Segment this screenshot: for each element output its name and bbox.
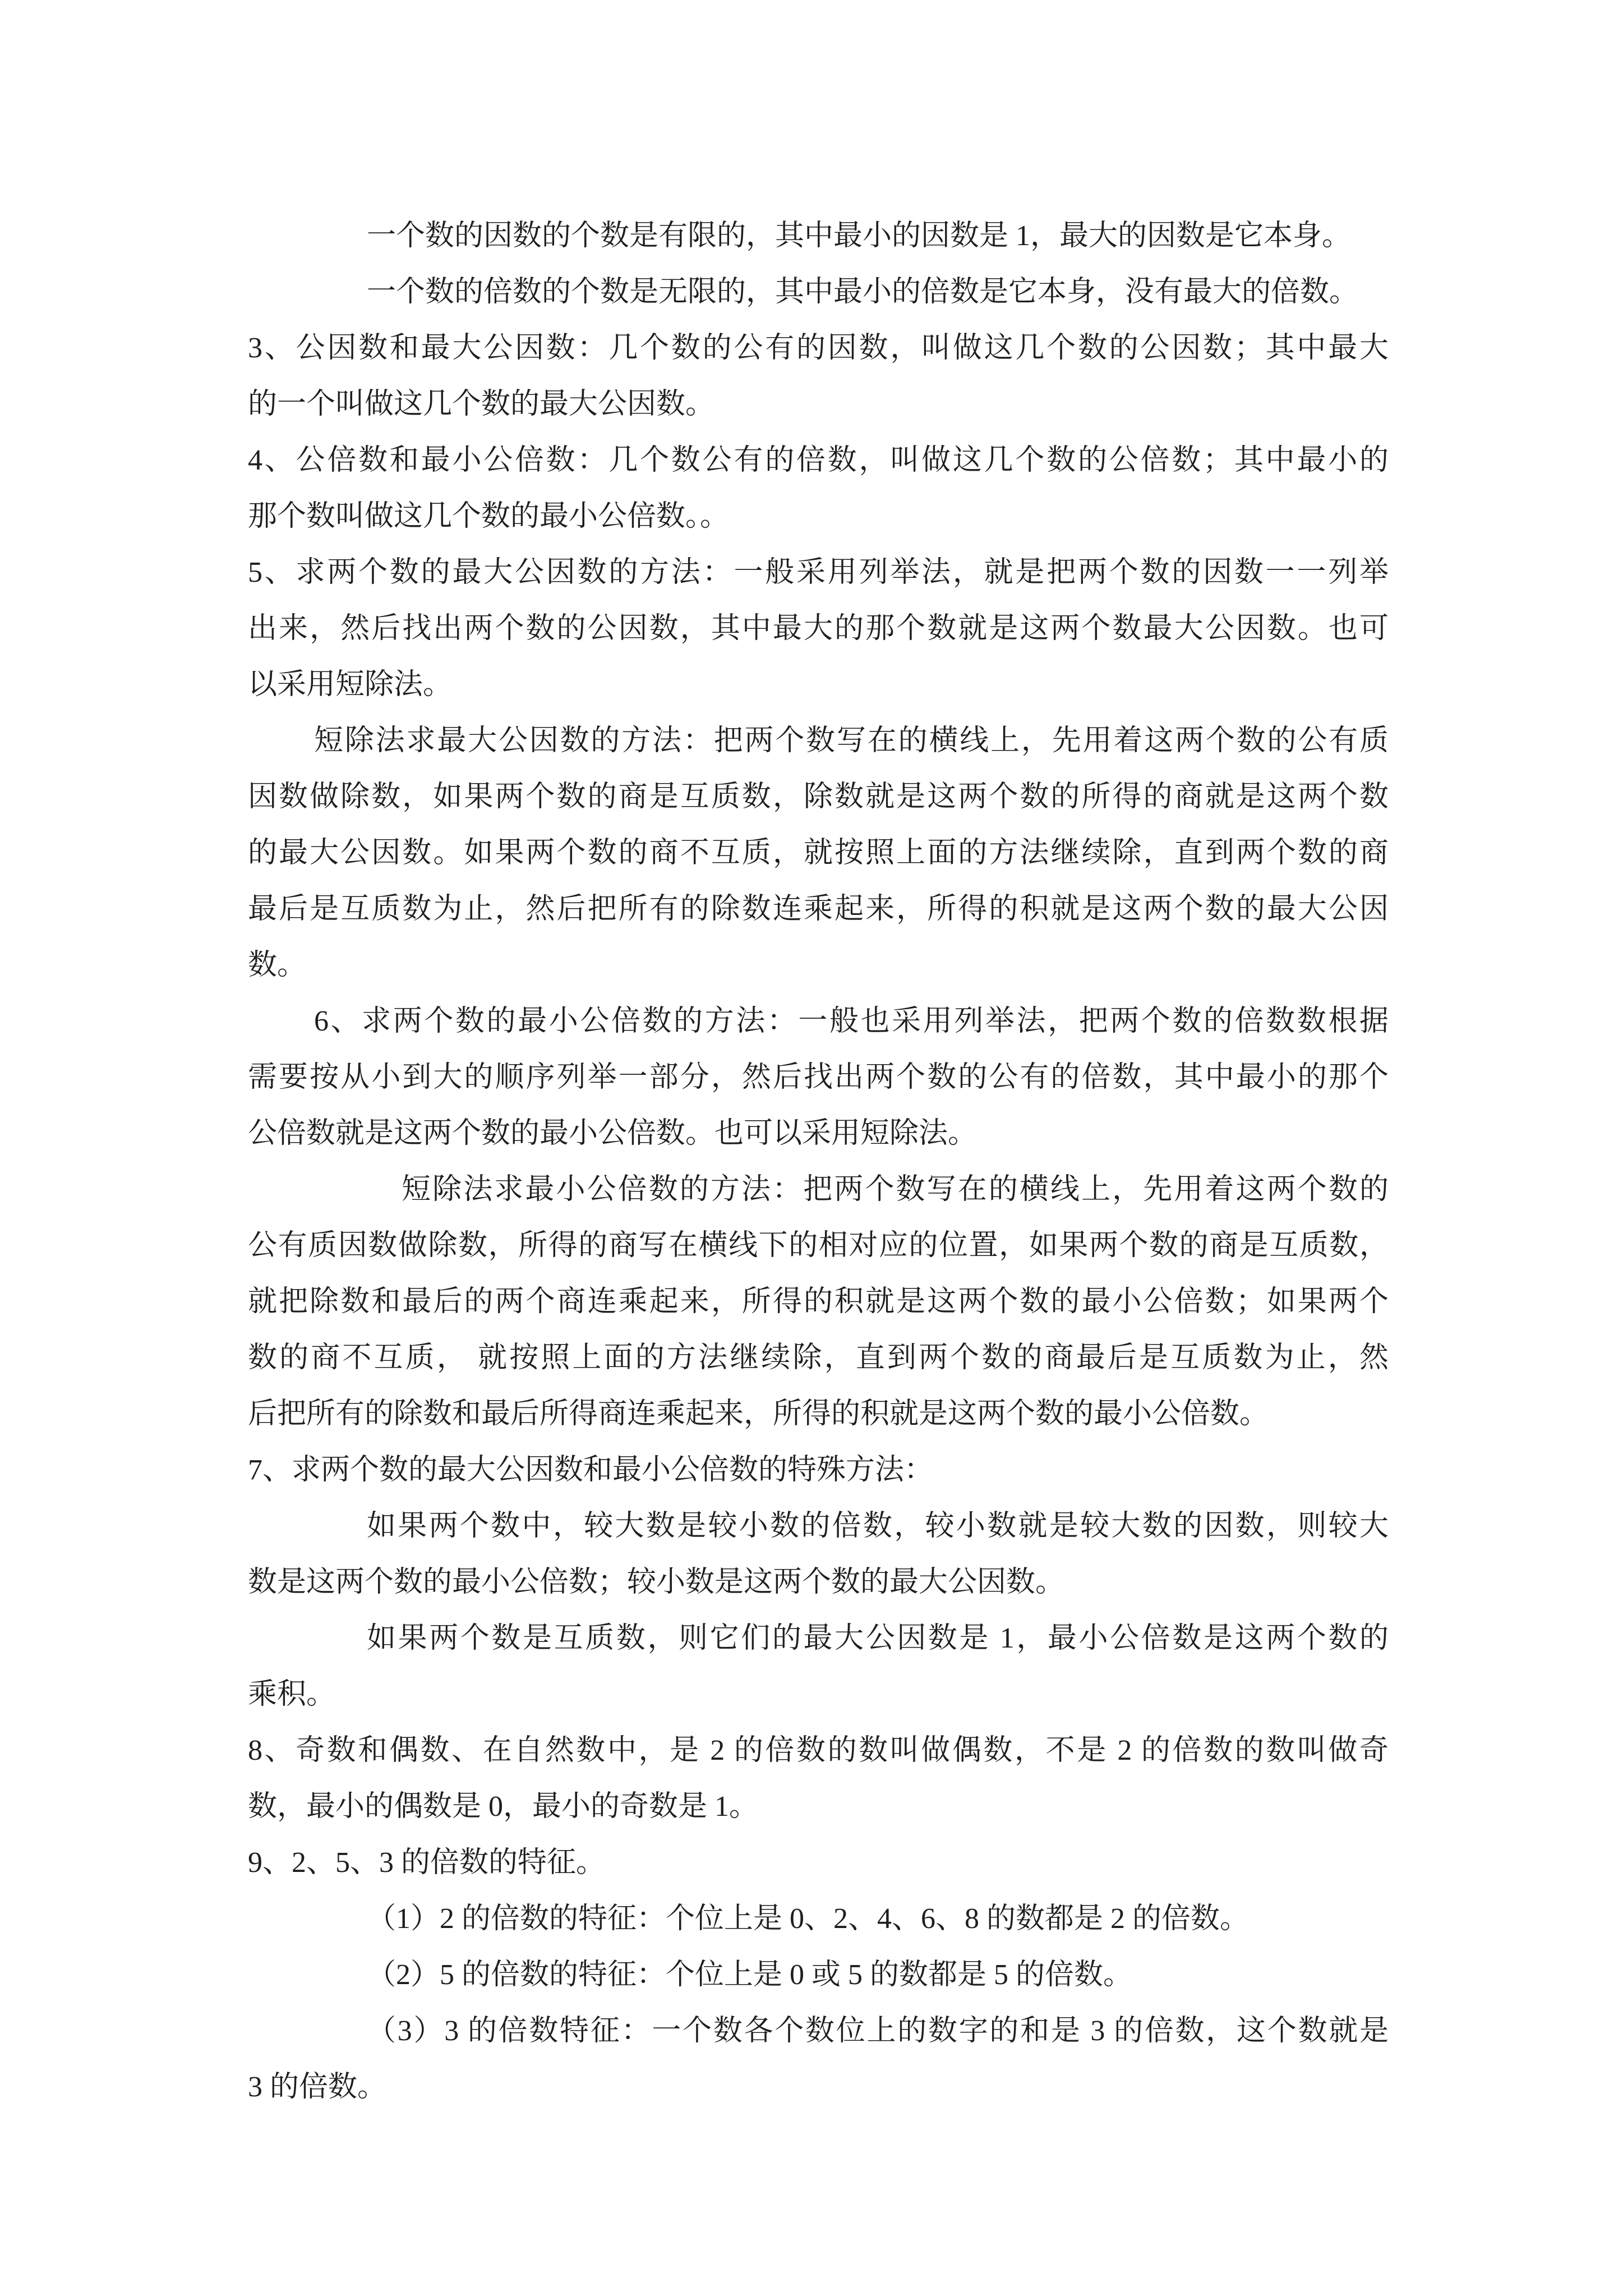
- text-line: 5、求两个数的最大公因数的方法：一般采用列举法，就是把两个数的因数一一列举: [248, 556, 1389, 588]
- section-5-gcf-method: [248, 545, 1389, 713]
- text-line: 数，最小的偶数是 0，最小的奇数是 1。: [248, 1791, 759, 1823]
- text-line: 最后是互质数为止，然后把所有的除数连乘起来，所得的积就是这两个数的最大公因: [248, 893, 1389, 925]
- text-line: 公倍数就是这两个数的最小公倍数。也可以采用短除法。: [248, 1117, 978, 1149]
- text-line: 数是这两个数的最小公倍数；较小数是这两个数的最大公因数。: [248, 1566, 1065, 1598]
- text-line: 数。: [248, 949, 307, 981]
- text-line: 乘积。: [248, 1678, 336, 1710]
- section-7-special-method: [248, 1442, 1389, 1498]
- paragraph-short-division-gcf: [248, 713, 1389, 993]
- text-line: 出来，然后找出两个数的公因数，其中最大的那个数就是这两个数最大公因数。也可: [248, 613, 1389, 645]
- paragraph-special-case-coprime: [248, 1611, 1389, 1723]
- paragraph-factor-count-note: [248, 208, 1389, 264]
- section-4-common-multiple: [248, 432, 1389, 545]
- text-line: 9、2、5、3 的倍数的特征。: [248, 1847, 606, 1879]
- text-line: 4、公倍数和最小公倍数：几个数公有的倍数，叫做这几个数的公倍数；其中最小的: [248, 444, 1389, 476]
- section-3-common-factor: [248, 320, 1389, 432]
- text-line: 6、求两个数的最小公倍数的方法：一般也采用列举法，把两个数的倍数数根据: [314, 1005, 1389, 1037]
- paragraph-special-case-multiple: [248, 1498, 1389, 1611]
- text-line: 那个数叫做这几个数的最小公倍数。。: [248, 500, 730, 532]
- text-line: 如果两个数中，较大数是较小数的倍数，较小数就是较大数的因数，则较大: [367, 1510, 1389, 1542]
- text-line: 后把所有的除数和最后所得商连乘起来，所得的积就是这两个数的最小公倍数。: [248, 1398, 1269, 1430]
- text-line: （1）2 的倍数的特征：个位上是 0、2、4、6、8 的数都是 2 的倍数。: [367, 1903, 1249, 1935]
- text-line: 一个数的因数的个数是有限的，其中最小的因数是 1，最大的因数是它本身。: [367, 220, 1352, 252]
- text-line: 的一个叫做这几个数的最大公因数。: [248, 388, 715, 420]
- list-item-multiple-of-2: [248, 1891, 1389, 1947]
- text-line: 8、奇数和偶数、在自然数中，是 2 的倍数的数叫做偶数，不是 2 的倍数的数叫做奇: [248, 1734, 1389, 1766]
- text-line: 一个数的倍数的个数是无限的，其中最小的倍数是它本身，没有最大的倍数。: [367, 276, 1359, 308]
- section-9-multiple-features: [248, 1835, 1389, 1891]
- text-line: （3）3 的倍数特征：一个数各个数位上的数字的和是 3 的倍数，这个数就是: [367, 2015, 1389, 2047]
- list-item-multiple-of-5: [248, 1947, 1389, 2003]
- section-8-odd-even: [248, 1723, 1389, 1835]
- text-line: 3、公因数和最大公因数：几个数的公有的因数，叫做这几个数的公因数；其中最大: [248, 332, 1389, 364]
- section-6-lcm-method: [248, 993, 1389, 1162]
- text-line: 的最大公因数。如果两个数的商不互质，就按照上面的方法继续除，直到两个数的商: [248, 837, 1389, 869]
- text-line: 如果两个数是互质数，则它们的最大公因数是 1，最小公倍数是这两个数的: [367, 1622, 1389, 1654]
- list-item-multiple-of-3: [248, 2003, 1389, 2115]
- text-line: 以采用短除法。: [248, 669, 453, 701]
- text-line: 数的商不互质， 就按照上面的方法继续除，直到两个数的商最后是互质数为止，然: [248, 1342, 1389, 1374]
- text-line: （2）5 的倍数的特征：个位上是 0 或 5 的数都是 5 的倍数。: [367, 1959, 1133, 1991]
- text-line: 7、求两个数的最大公因数和最小公倍数的特殊方法：: [248, 1454, 934, 1486]
- paragraph-multiple-count-note: [248, 264, 1389, 320]
- text-line: 短除法求最大公因数的方法：把两个数写在的横线上，先用着这两个数的公有质: [314, 725, 1389, 757]
- text-line: 因数做除数，如果两个数的商是互质数，除数就是这两个数的所得的商就是这两个数: [248, 781, 1389, 813]
- text-line: 3 的倍数。: [248, 2071, 387, 2103]
- text-line: 公有质因数做除数，所得的商写在横线下的相对应的位置，如果两个数的商是互质数，: [248, 1230, 1389, 1262]
- text-line: 需要按从小到大的顺序列举一部分，然后找出两个数的公有的倍数，其中最小的那个: [248, 1061, 1389, 1093]
- text-line: 短除法求最小公倍数的方法：把两个数写在的横线上，先用着这两个数的: [402, 1174, 1389, 1205]
- paragraph-short-division-lcm: [248, 1162, 1389, 1442]
- text-line: 就把除数和最后的两个商连乘起来，所得的积就是这两个数的最小公倍数；如果两个: [248, 1286, 1389, 1318]
- text-body: [248, 208, 1389, 2115]
